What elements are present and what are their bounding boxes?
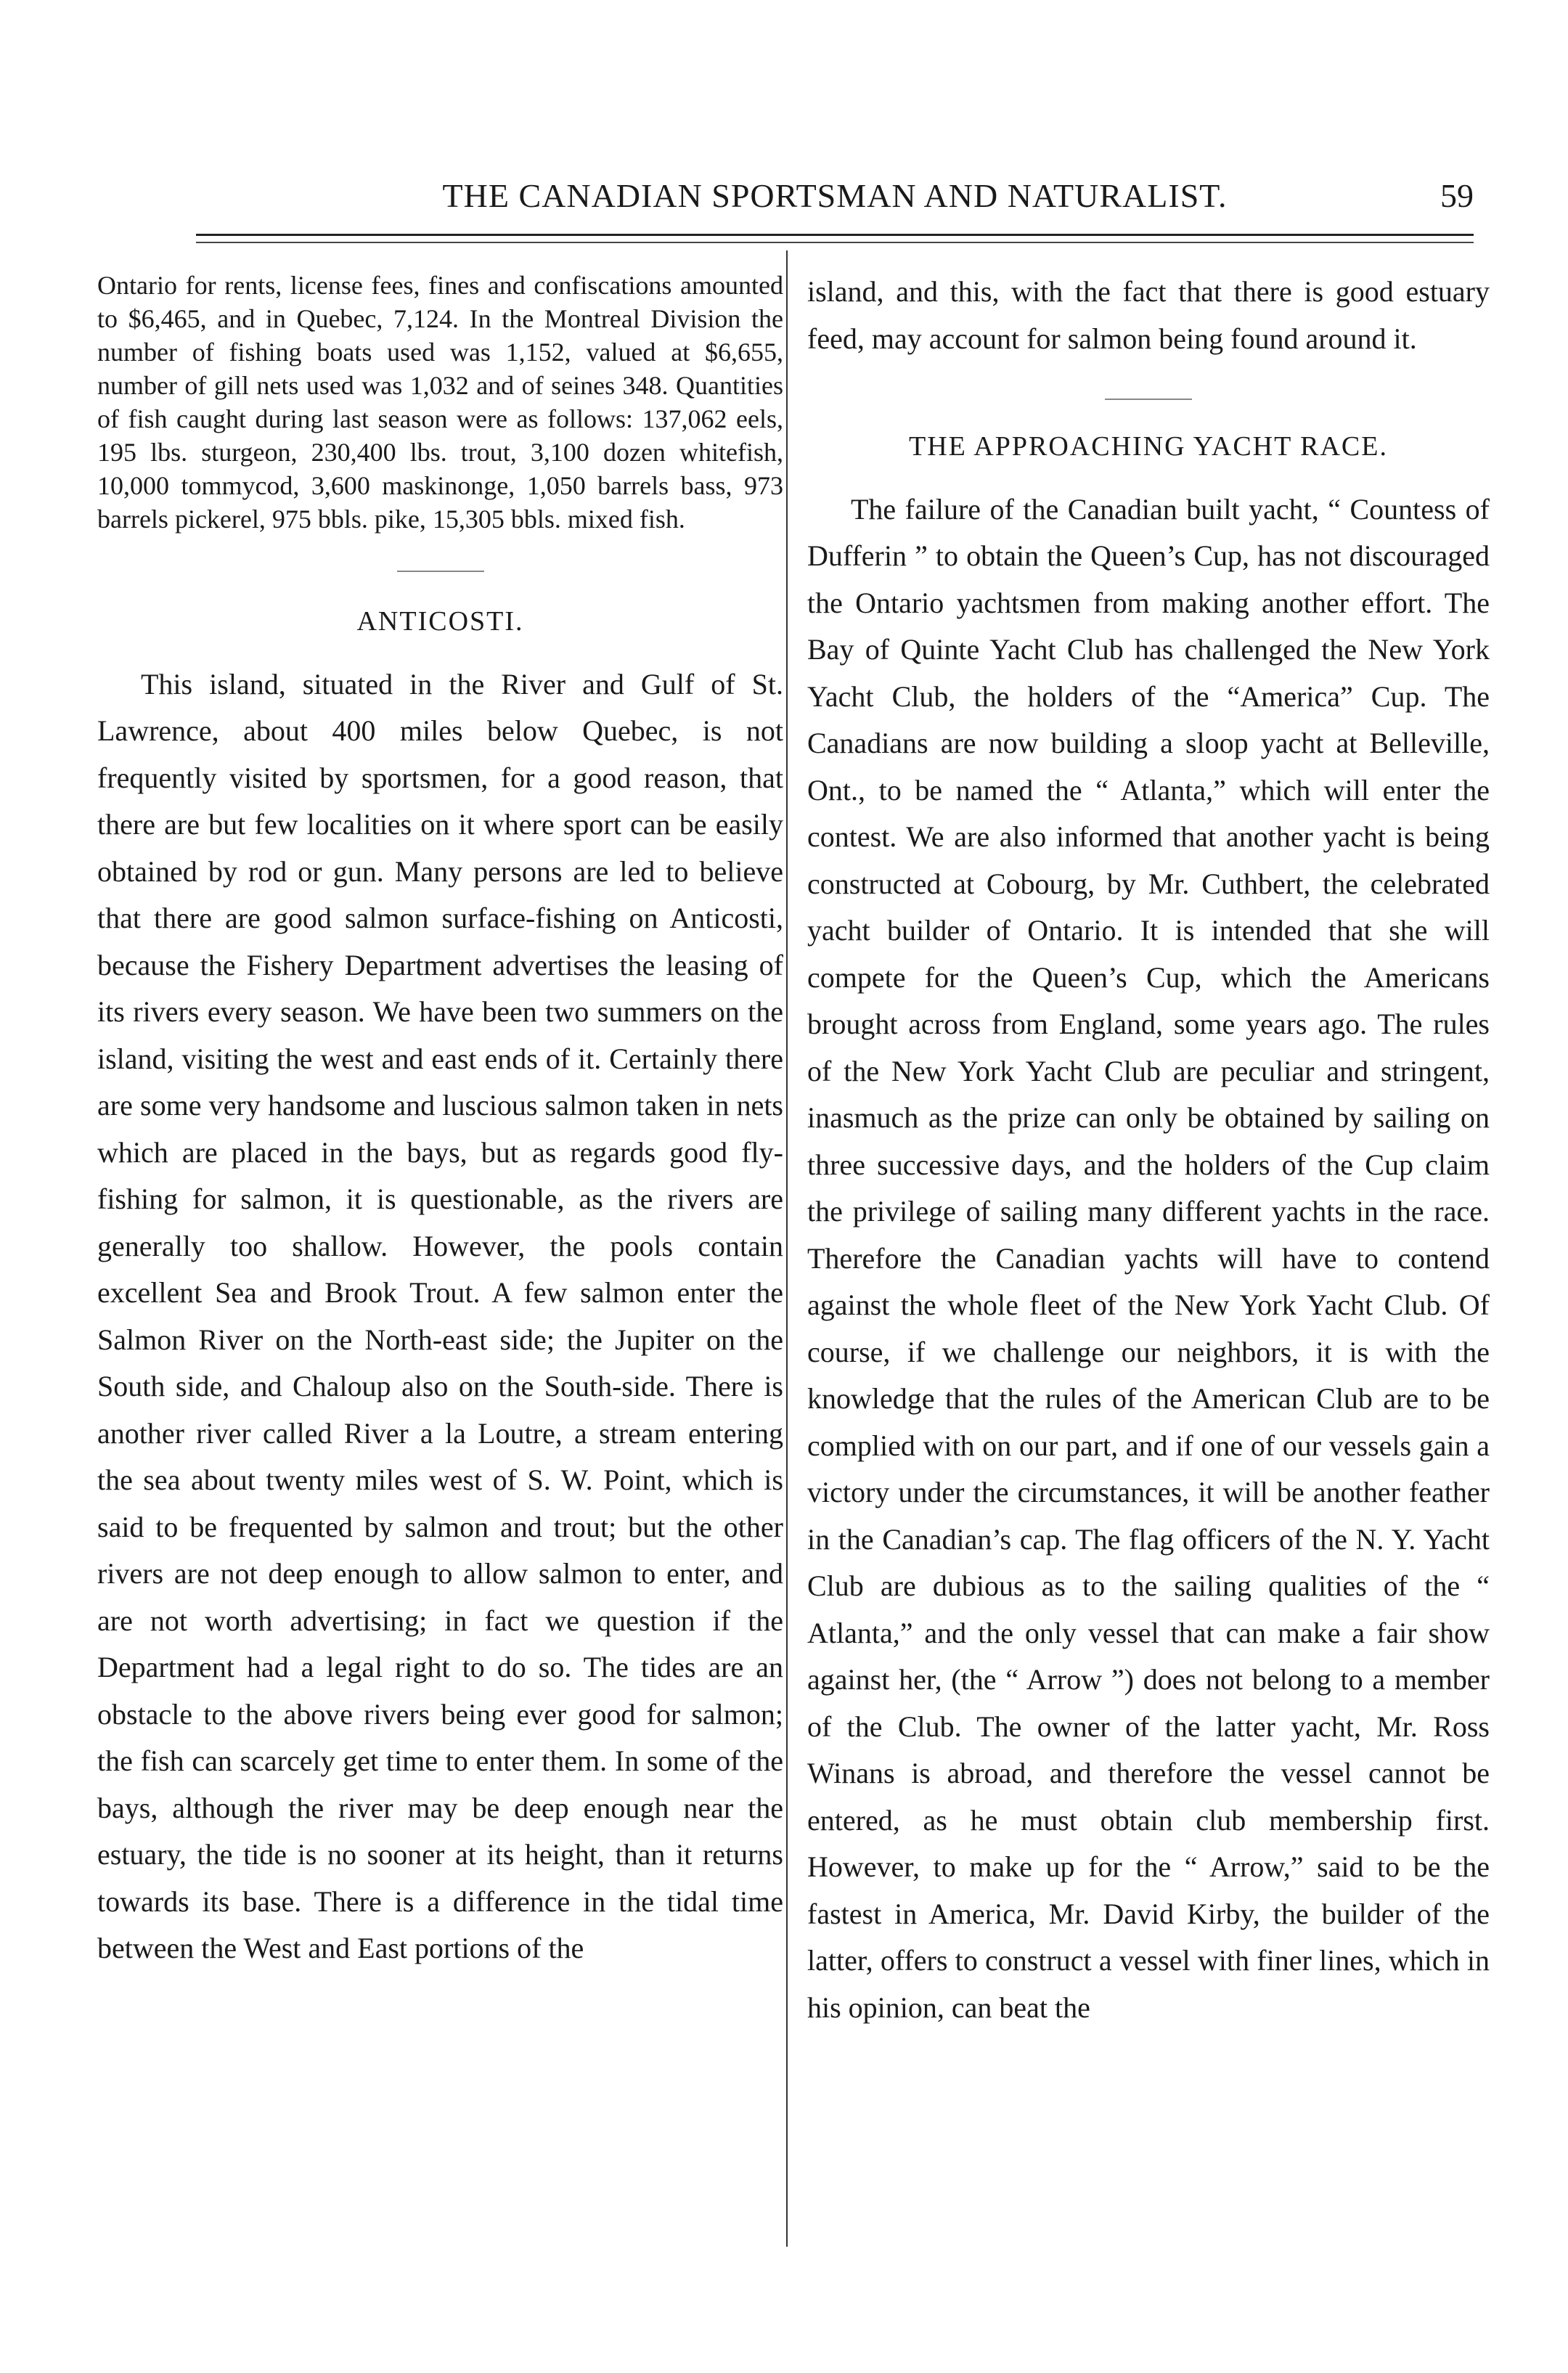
- running-head: [196, 173, 1474, 219]
- anticosti-article-text: This island, situated in the River and Gulf of St. Lawrence, about 400 miles below Quebec, is not frequently visited by sportsmen, for a good reason, that there are but few localities on it where sport can be easily obtained by rod or gun. Many persons are led to believe that there are good salmon surface-fishing on Anticosti, because the Fishery Department advertises the leasing of its rivers every season. We have been two summers on the island, visiting the west and east ends of it. Certainly there are some very handsome and luscious salmon taken in nets which are placed in the bays, but as regards good fly-fishing for salmon, it is questionable, as the rivers are generally too shallow. However, the pools contain excellent Sea and Brook Trout. A few salmon enter the Salmon River on the North-east side; the Jupiter on the South side, and Chaloup also on the South-side. There is another river called River a la Loutre, a stream entering the sea about twenty miles west of S. W. Point, which is said to be frequented by salmon and trout; but the other rivers are not deep enough to allow salmon to enter, and are not worth advertising; in fact we question if the Department had a legal right to do so. The tides are an obstacle to the above rivers being ever good for salmon; the fish can scarcely get time to enter them. In some of the bays, although the river may be deep enough near the estuary, the tide is no sooner at its height, than it returns towards its base. There is a difference in the tidal time between the West and East portions of the: [97, 667, 783, 1964]
- header-rule-top: [196, 234, 1474, 236]
- publication-title: THE CANADIAN SPORTSMAN AND NATURALIST.: [442, 177, 1228, 214]
- anticosti-continuation-text: island, and this, with the fact that there is good estuary feed, may account for salmon being found around it.: [807, 275, 1490, 355]
- fishery-statistics-paragraph: Ontario for rents, license fees, fines and confiscations amounted to $6,465, and in Quebec, 7,124. In the Montreal Division the number of fishing boats used was 1,152, valued at $6,655, number of gill nets used was 1,032 and of seines 348. Quantities of fish caught during last season were as follows: 137,062 eels, 195 lbs. sturgeon, 230,400 lbs. trout, 3,100 dozen whitefish, 10,000 tommycod, 3,600 maskinonge, 1,050 barrels bass, 973 barrels pickerel, 975 bbls. pike, 15,305 bbls. mixed fish.: [97, 271, 783, 534]
- yacht-race-heading: THE APPROACHING YACHT RACE.: [909, 431, 1388, 462]
- page-number: 59: [1440, 177, 1474, 214]
- right-column: [807, 269, 1490, 2031]
- column-divider: [786, 250, 788, 2247]
- anticosti-heading: ANTICOSTI.: [356, 606, 524, 637]
- yacht-race-article-text: The failure of the Canadian built yacht, “ Countess of Dufferin ” to obtain the Queen’s Cup, has not discouraged the Ontario yachtsmen from making another effort. The Bay of Quinte Yacht Club has challenged the New York Yacht Club, the holders of the “America” Cup. The Canadians are now building a sloop yacht at Belleville, Ont., to be named the “ Atlanta,” which will enter the contest. We are also informed that another yacht is being constructed at Cobourg, by Mr. Cuthbert, the celebrated yacht builder of Ontario. It is intended that she will compete for the Queen’s Cup, which the Americans brought across from England, some years ago. The rules of the New York Yacht Club are peculiar and stringent, inasmuch as the prize can only be obtained by sailing on three successive days, and the holders of the Cup claim the privilege of sailing many different yachts in the race. Therefore the Canadian yachts will have to contend against the whole fleet of the New York Yacht Club. Of course, if we challenge our neighbors, it is with the knowledge that the rules of the American Club are to be complied with on our part, and if one of our vessels gain a victory under the circumstances, it will be another feather in the Canadian’s cap. The flag officers of the N. Y. Yacht Club are dubious as to the sailing qualities of the “ Atlanta,” and the only vessel that can make a fair show against her, (the “ Arrow ”) does not belong to a member of the Club. The owner of the latter yacht, Mr. Ross Winans is abroad, and therefore the vessel cannot be entered, as he must obtain club membership first. However, to make up for the “ Arrow,” said to be the fastest in America, Mr. David Kirby, the builder of the latter, offers to construct a vessel with finer lines, which in his opinion, can beat the: [807, 492, 1490, 2024]
- header-rule-bottom: [196, 242, 1474, 243]
- left-column: [97, 269, 783, 1972]
